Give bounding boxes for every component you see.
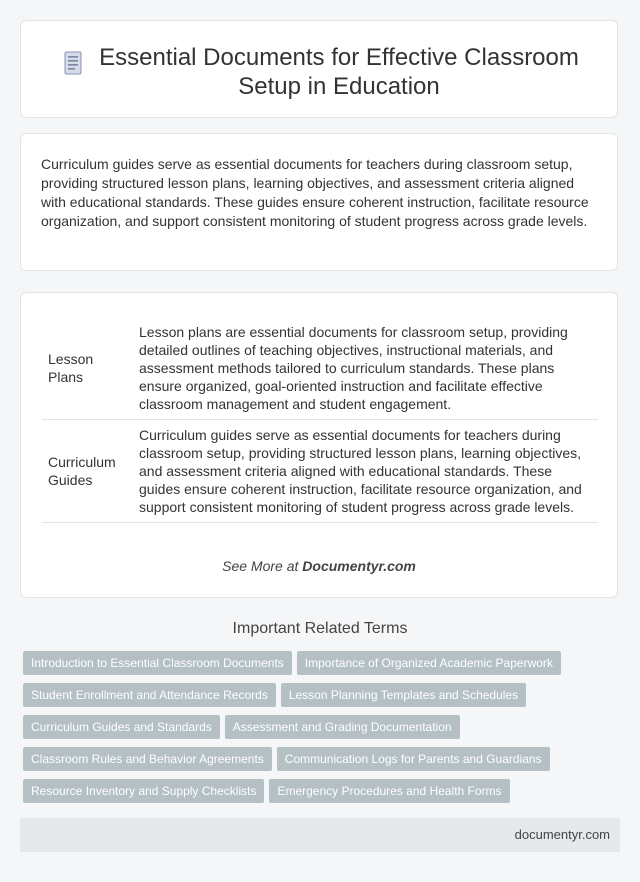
- footer: [20, 818, 620, 852]
- related-term-tag[interactable]: Lesson Planning Templates and Schedules: [281, 683, 526, 707]
- footer-site-link[interactable]: documentyr.com: [514, 827, 610, 842]
- related-term-tag[interactable]: Communication Logs for Parents and Guardians: [277, 747, 550, 771]
- definitions-table: [42, 317, 598, 523]
- page-title: Essential Documents for Effective Classroom Setup in Education: [99, 44, 579, 100]
- term-cell: Curriculum Guides: [42, 420, 132, 523]
- see-more-prefix: See More at: [222, 558, 303, 574]
- title-card: [20, 20, 618, 118]
- summary-text: Curriculum guides serve as essential documents for teachers during classroom setup, providing structured lesson plans, learning objectives, and assessment criteria aligned with educational standards. These guides ensure coherent instruction, facilitate resource organization, and support consistent monitoring of student progress across grade levels.: [41, 156, 589, 229]
- related-term-tag[interactable]: Student Enrollment and Attendance Records: [23, 683, 276, 707]
- related-term-tag[interactable]: Classroom Rules and Behavior Agreements: [23, 747, 272, 771]
- see-more-link[interactable]: Documentyr.com: [302, 558, 416, 574]
- related-terms-heading: Important Related Terms: [232, 620, 408, 637]
- table-row: [42, 317, 598, 420]
- term-cell: Lesson Plans: [42, 317, 132, 420]
- table-row: [42, 420, 598, 523]
- related-terms-list: [23, 651, 623, 811]
- definition-cell: Curriculum guides serve as essential documents for teachers during classroom setup, providing structured lesson plans, learning objectives, and assessment criteria aligned with educational standards. These guides ensure coherent instruction, facilitate resource organization, and support consistent monitoring of student progress across grade levels.: [132, 420, 598, 523]
- summary-card: [20, 133, 618, 271]
- related-term-tag[interactable]: Importance of Organized Academic Paperwork: [297, 651, 561, 675]
- related-term-tag[interactable]: Assessment and Grading Documentation: [225, 715, 460, 739]
- related-term-tag[interactable]: Introduction to Essential Classroom Documents: [23, 651, 292, 675]
- related-term-tag[interactable]: Curriculum Guides and Standards: [23, 715, 220, 739]
- definition-cell: Lesson plans are essential documents for classroom setup, providing detailed outlines of teaching objectives, instructional materials, and assessment methods tailored to curriculum standards. These plans ensure organized, goal-oriented instruction and facilitate effective classroom management and student engagement.: [132, 317, 598, 420]
- related-term-tag[interactable]: Resource Inventory and Supply Checklists: [23, 779, 264, 803]
- definitions-card: [20, 292, 618, 598]
- related-term-tag[interactable]: Emergency Procedures and Health Forms: [269, 779, 509, 803]
- see-more: [21, 558, 617, 574]
